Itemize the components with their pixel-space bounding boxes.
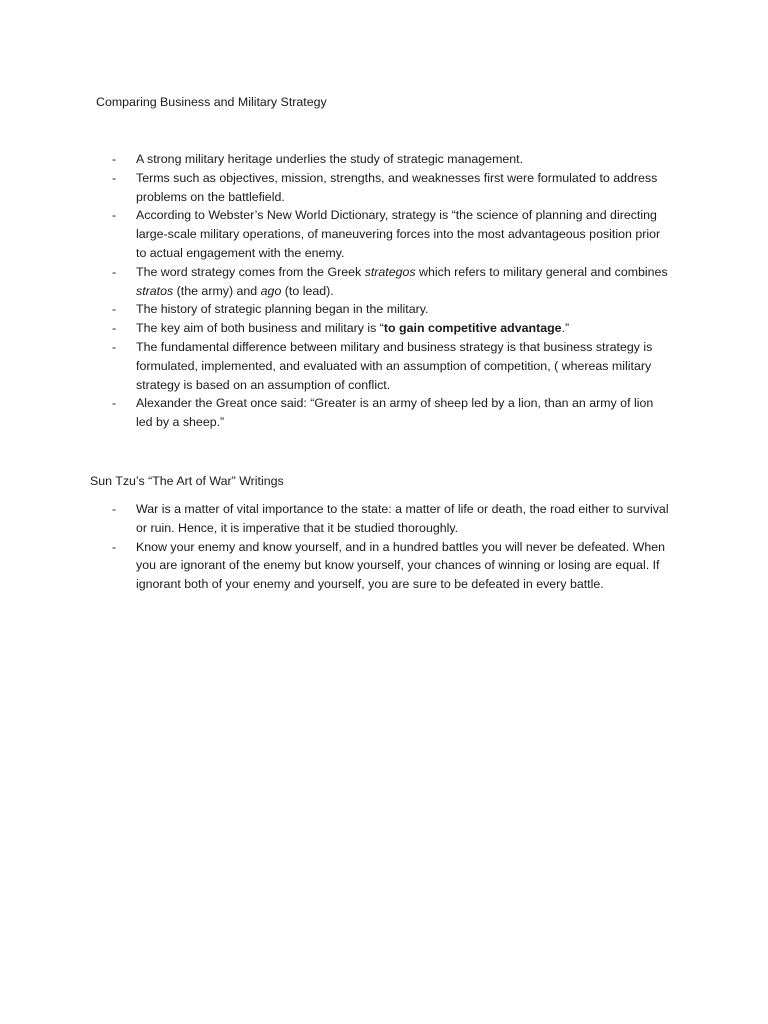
bullet-dash: - <box>112 170 117 185</box>
text-run: (to lead). <box>281 283 334 298</box>
list-item <box>112 319 672 338</box>
list-item <box>112 538 672 594</box>
list-item-text: According to Webster’s New World Dictionary, strategy is “the science of planning and directing large-scale military operations, of maneuvering forces into the most advantageous position prior to actual engagement with the enemy. <box>136 208 661 260</box>
art-of-war-bullet-list <box>112 500 672 594</box>
section-heading-business-military: Comparing Business and Military Strategy <box>96 95 327 109</box>
bullet-dash: - <box>112 152 117 166</box>
list-item <box>112 338 672 394</box>
list-item-text: The fundamental difference between military and business strategy is that business strategy is formulated, implemented, and evaluated with an assumption of competition, ( whereas military strategy is based on an assumption of conflict. <box>136 339 653 392</box>
italic-term-stratos: stratos <box>136 283 174 298</box>
bullet-dash: - <box>112 264 117 279</box>
list-item-text <box>136 321 569 335</box>
list-item <box>112 263 672 301</box>
section-heading-art-of-war: Sun Tzu’s “The Art of War” Writings <box>90 474 284 488</box>
bullet-dash: - <box>112 539 117 554</box>
bullet-dash: - <box>112 208 117 223</box>
list-item <box>112 300 672 319</box>
list-item <box>112 150 672 169</box>
list-item-text: A strong military heritage underlies the study of strategic management. <box>136 152 524 166</box>
text-run: The word strategy comes from the Greek <box>136 264 365 279</box>
text-run: which refers to military general and combines <box>415 264 668 279</box>
text-run: The key aim of both business and military is “ <box>136 321 384 336</box>
list-item <box>112 394 672 432</box>
list-item-text: Know your enemy and know yourself, and in a hundred battles you will never be defeated. When you are ignorant of the enemy but know yourself, your chances of winning or losing are equal. If ignorant both of your enemy and yourself, you are sure to be defeated in every battle. <box>136 539 665 592</box>
bullet-dash: - <box>112 302 117 317</box>
italic-term-strategos: strategos <box>364 264 416 279</box>
bullet-dash: - <box>112 396 117 411</box>
bullet-dash: - <box>112 502 117 516</box>
list-item-text: Alexander the Great once said: “Greater is an army of sheep led by a lion, than an army of lion led by a sheep.” <box>136 396 654 430</box>
strategy-bullet-list <box>112 150 672 432</box>
list-item <box>112 206 672 262</box>
list-item-text: War is a matter of vital importance to the state: a matter of life or death, the road either to survival or ruin. Hence, it is imperative that it be studied thoroughly. <box>136 502 669 535</box>
bullet-dash: - <box>112 339 117 354</box>
italic-term-ago: ago <box>260 283 282 298</box>
bullet-dash: - <box>112 321 117 336</box>
list-item <box>112 169 672 207</box>
text-run: .” <box>561 321 570 336</box>
list-item-text <box>136 265 668 298</box>
bold-key-aim: to gain competitive advantage <box>383 321 562 336</box>
list-item-text: The history of strategic planning began in the military. <box>136 302 429 317</box>
list-item-text: Terms such as objectives, mission, strengths, and weaknesses first were formulated to address problems on the battlefield. <box>136 170 658 204</box>
text-run: (the army) and <box>173 283 261 298</box>
list-item <box>112 500 672 538</box>
